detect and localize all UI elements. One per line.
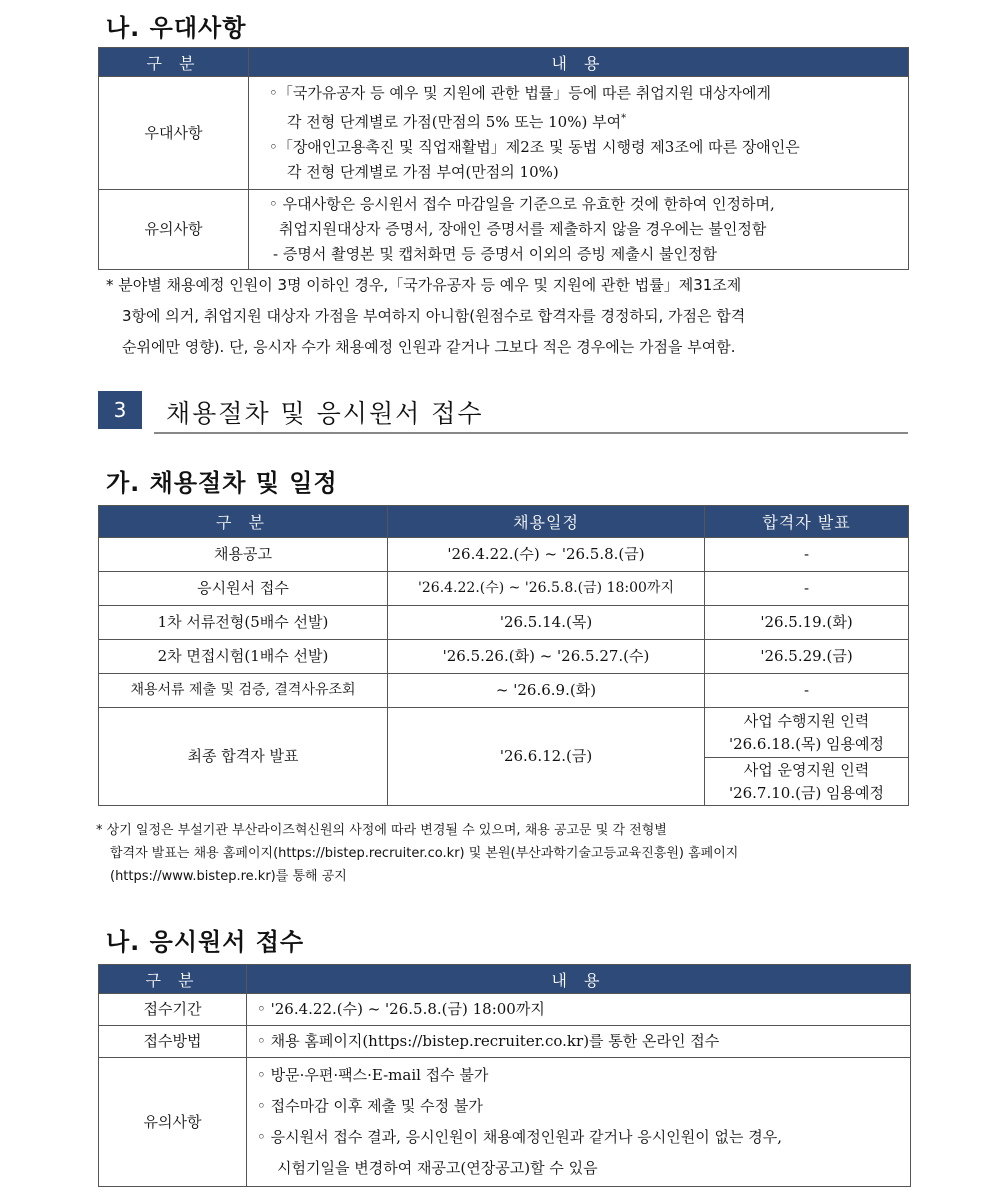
announce-cell: - [705,674,909,708]
period-content: ◦ '26.4.22.(수) ~ '26.5.8.(금) 18:00까지 [247,994,911,1026]
caution-line-3: - 증명서 촬영본 및 캡처화면 등 증명서 이외의 증빙 제출시 불인정함 [273,245,717,263]
footnote-line: * 상기 일정은 부설기관 부산라이즈혁신원의 사정에 따라 변경될 수 있으며, 채용 공고문 및 각 전형별 [96,823,667,838]
announce-cell-operation [705,758,909,806]
caution-content [249,190,909,270]
table-header-category: 구 분 [99,965,247,994]
row-label-caution: 유의사항 [99,1058,247,1187]
schedule-cell: '26.5.14.(목) [388,606,705,640]
caution-line: ◦ 접수마감 이후 제출 및 수정 불가 [257,1097,483,1115]
schedule-header-stage: 구 분 [99,506,388,538]
stage-cell: 채용서류 제출 및 검증, 결격사유조회 [99,674,388,708]
table-row [99,1026,911,1058]
announce-cell-support [705,708,909,758]
announce-support-label: 사업 수행지원 인력 [743,711,870,730]
application-caution-content [247,1058,911,1187]
footnote-line: 3항에 의거, 취업지원 대상자 가점을 부여하지 아니함(원점수로 합격자를 경정하되, 가점은 합격 [122,307,746,325]
row-label-preference: 우대사항 [99,77,249,190]
schedule-cell: ~ '26.6.9.(화) [388,674,705,708]
preference-table [98,47,909,270]
preference-footnote [106,270,916,363]
table-header-content: 내 용 [247,965,911,994]
table-row [99,994,911,1026]
stage-cell: 2차 면접시험(1배수 선발) [99,640,388,674]
footnote-line: 순위에만 영향). 단, 응시자 수가 채용예정 인원과 같거나 그보다 적은 경우에는 가점을 부여함. [122,338,736,356]
section-number-badge: 3 [98,391,142,429]
caution-line-1: ◦ 우대사항은 응시원서 접수 마감일을 기준으로 유효한 것에 한하여 인정하며, [269,195,775,213]
schedule-footnote [96,819,908,888]
announce-operation-date: '26.7.10.(금) 임용예정 [728,783,885,802]
table-row [99,1058,911,1187]
preference-item-2-cont: 각 전형 단계별로 가점 부여(만점의 10%) [287,163,559,181]
stage-cell: 응시원서 접수 [99,572,388,606]
announce-cell: '26.5.19.(화) [705,606,909,640]
stage-cell: 1차 서류전형(5배수 선발) [99,606,388,640]
table-row [99,538,909,572]
method-content: ◦ 채용 홈페이지(https://bistep.recruiter.co.kr)를 통한 온라인 접수 [247,1026,911,1058]
caution-line: 시험기일을 변경하여 재공고(연장공고)할 수 있음 [277,1159,598,1177]
caution-line-2: 취업지원대상자 증명서, 장애인 증명서를 제출하지 않을 경우에는 불인정함 [279,220,767,238]
footnote-line: (https://www.bistep.re.kr)를 통해 공지 [110,869,347,884]
announce-cell: '26.5.29.(금) [705,640,909,674]
announce-cell: - [705,572,909,606]
table-row [99,640,909,674]
schedule-cell: '26.5.26.(화) ~ '26.5.27.(수) [388,640,705,674]
row-label-period: 접수기간 [99,994,247,1026]
schedule-cell-final: '26.6.12.(금) [388,708,705,806]
row-label-caution: 유의사항 [99,190,249,270]
footnote-line: * 분야별 채용예정 인원이 3명 이하인 경우,「국가유공자 등 예우 및 지원에 관한 법률」제31조제 [106,276,742,294]
preference-item-1: ◦「국가유공자 등 예우 및 지원에 관한 법률」등에 따른 취업지원 대상자에게 [269,84,771,102]
schedule-cell: '26.4.22.(수) ~ '26.5.8.(금) [388,538,705,572]
section-title: 채용절차 및 응시원서 접수 [166,399,484,428]
announce-cell: - [705,538,909,572]
table-row [99,572,909,606]
row-label-method: 접수방법 [99,1026,247,1058]
caution-line: ◦ 방문·우편·팩스·E-mail 접수 불가 [257,1066,489,1084]
section-heading-schedule: 가. 채용절차 및 일정 [106,469,338,497]
section-heading-preference: 나. 우대사항 [106,14,247,42]
preference-item-1-cont: 각 전형 단계별로 가점(만점의 5% 또는 10%) 부여* [287,113,627,131]
announce-operation-label: 사업 운영지원 인력 [743,760,870,779]
schedule-cell: '26.4.22.(수) ~ '26.5.8.(금) 18:00까지 [388,572,705,606]
table-row-final [99,708,909,758]
application-table [98,964,911,1187]
schedule-header-date: 채용일정 [388,506,705,538]
table-row [99,674,909,708]
caution-line: ◦ 응시원서 접수 결과, 응시인원이 채용예정인원과 같거나 응시인원이 없는 경우, [257,1128,782,1146]
table-header-content: 내 용 [249,48,909,77]
section-heading-application: 나. 응시원서 접수 [106,928,305,956]
preference-content [249,77,909,190]
table-header-category: 구 분 [99,48,249,77]
stage-cell: 채용공고 [99,538,388,572]
footnote-line: 합격자 발표는 채용 홈페이지(https://bistep.recruiter.co.kr) 및 본원(부산과학기술고등교육진흥원) 홈페이지 [110,846,739,861]
stage-cell-final: 최종 합격자 발표 [99,708,388,806]
preference-item-2: ◦「장애인고용촉진 및 직업재활법」제2조 및 동법 시행령 제3조에 따른 장애인은 [269,138,800,156]
table-row [99,606,909,640]
schedule-table [98,505,909,806]
announce-support-date: '26.6.18.(목) 임용예정 [728,734,885,753]
schedule-header-announce: 합격자 발표 [705,506,909,538]
section-divider [154,432,908,434]
